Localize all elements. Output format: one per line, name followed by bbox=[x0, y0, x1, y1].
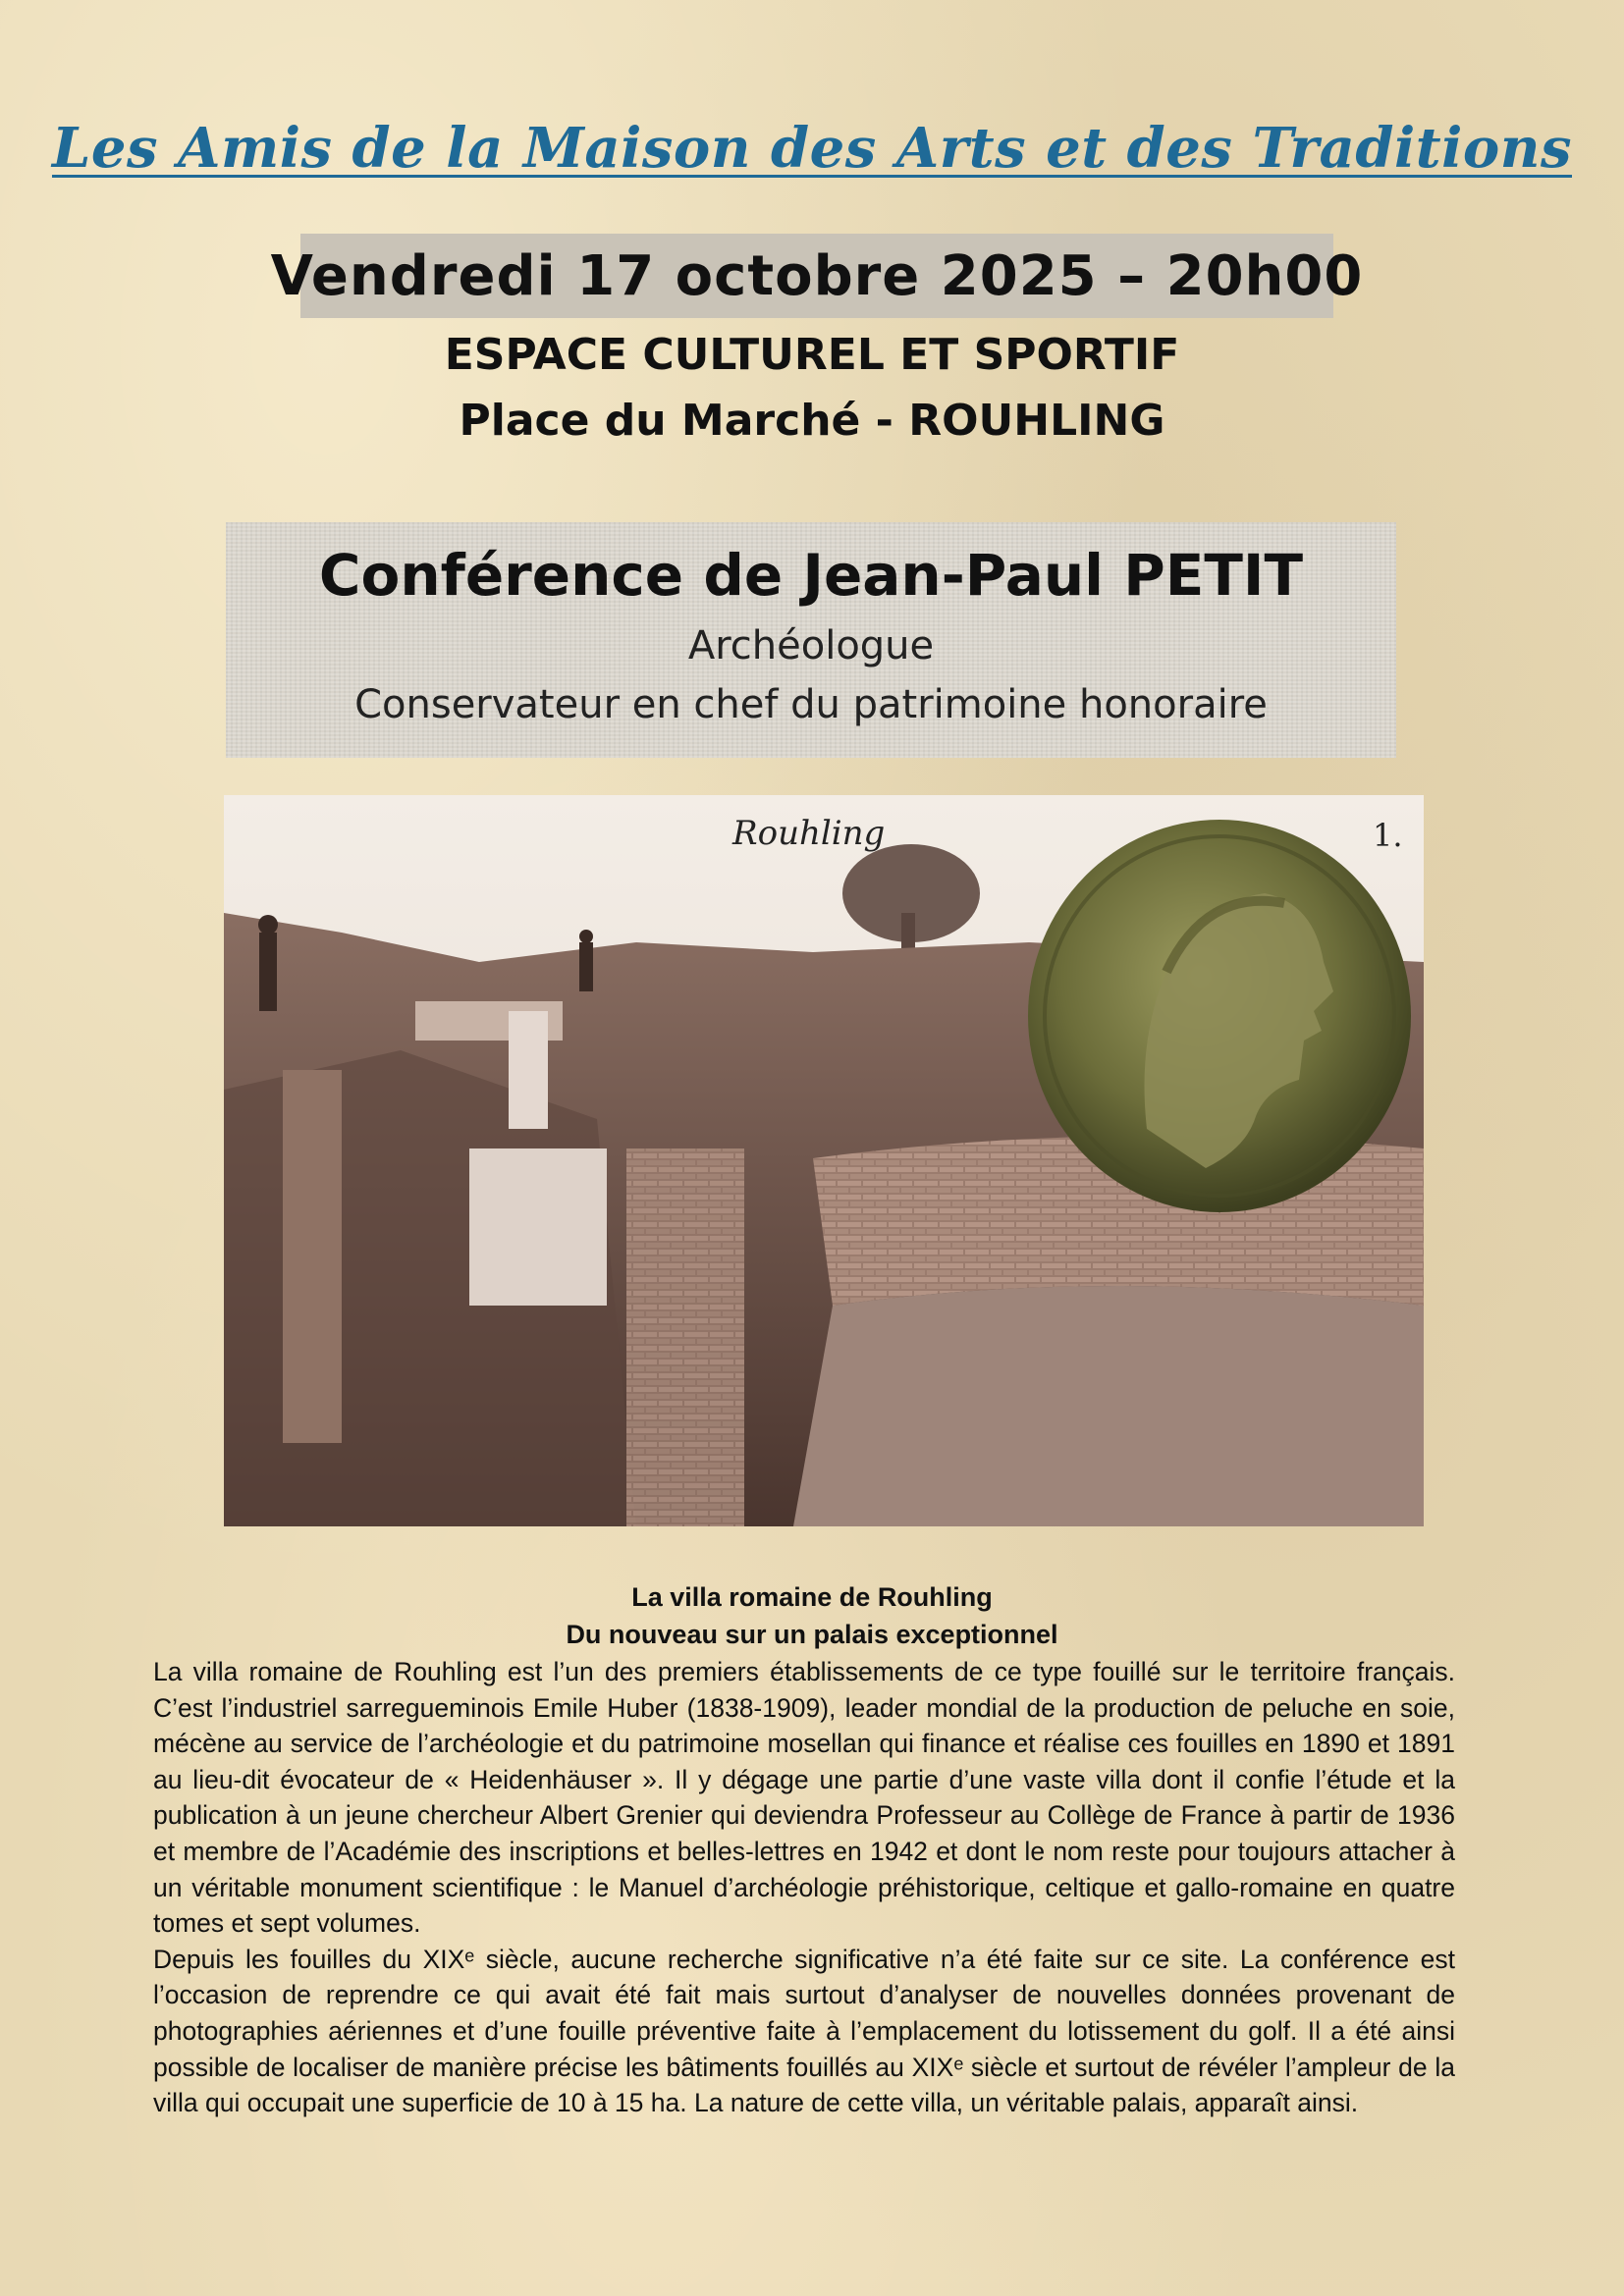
conference-title: Conférence de Jean-Paul PETIT bbox=[318, 542, 1304, 609]
article-subtitle: Du nouveau sur un palais exceptionnel bbox=[566, 1620, 1058, 1649]
wall-2 bbox=[469, 1148, 607, 1306]
article-paragraph-2: Depuis les fouilles du XIXᵉ siècle, aucune recherche significative n’a été faite sur ce site. La conférence est l’occasion de reprendre ce qui avait été fait mais surtout d’analyser de nouvelles données provenant de photographies aériennes et d’une fouille préventive faite à l’emplacement du lotissement du golf. Il a été ainsi possible de localiser de manière précise les bâtiments fouillés au XIXᵉ siècle et surtout de révéler l’ampleur de la villa qui occupait une superficie de 10 à 15 ha. La nature de cette villa, un véritable palais, apparaît ainsi. bbox=[153, 1944, 1455, 2118]
article-body bbox=[153, 1654, 1455, 2121]
venue-address: Place du Marché - ROUHLING bbox=[459, 396, 1165, 446]
venue-name: ESPACE CULTUREL ET SPORTIF bbox=[444, 330, 1180, 380]
article-paragraph-1: La villa romaine de Rouhling est l’un des premiers établissements de ce type fouillé sur le territoire français. C’est l’industriel sarregueminois Emile Huber (1838-1909), leader mondial de la production de peluche en soie, mécène au service de l’archéologie et du patrimoine mosellan qui finance et réalise ces fouilles en 1890 et 1891 au lieu-dit évocateur de « Heidenhäuser ». Il y dégage une partie d’une vaste villa dont il confie l’étude et la publication à un jeune chercheur Albert Grenier qui deviendra Professeur au Collège de France à partir de 1936 et membre de l’Académie des inscriptions et belles-lettres en 1942 et dont le nom reste pour toujours attacher à un véritable monument scientifique : le Manuel d’archéologie préhistorique, celtique et gallo-romaine en quatre tomes et sept volumes. bbox=[153, 1657, 1455, 1939]
roman-coin bbox=[1028, 820, 1411, 1212]
speaker-role: Archéologue bbox=[687, 623, 935, 668]
photo-handwritten-label: Rouhling bbox=[732, 814, 886, 853]
event-date: Vendredi 17 octobre 2025 – 20h00 bbox=[270, 243, 1364, 308]
photo-number: 1. bbox=[1373, 817, 1403, 854]
date-banner bbox=[270, 234, 1364, 318]
excavation-photo bbox=[224, 795, 1424, 1526]
association-title: Les Amis de la Maison des Arts et des Traditions bbox=[51, 116, 1572, 181]
conference-box bbox=[226, 522, 1396, 758]
speaker-title: Conservateur en chef du patrimoine honoraire bbox=[354, 682, 1268, 727]
article-title: La villa romaine de Rouhling bbox=[631, 1582, 993, 1612]
